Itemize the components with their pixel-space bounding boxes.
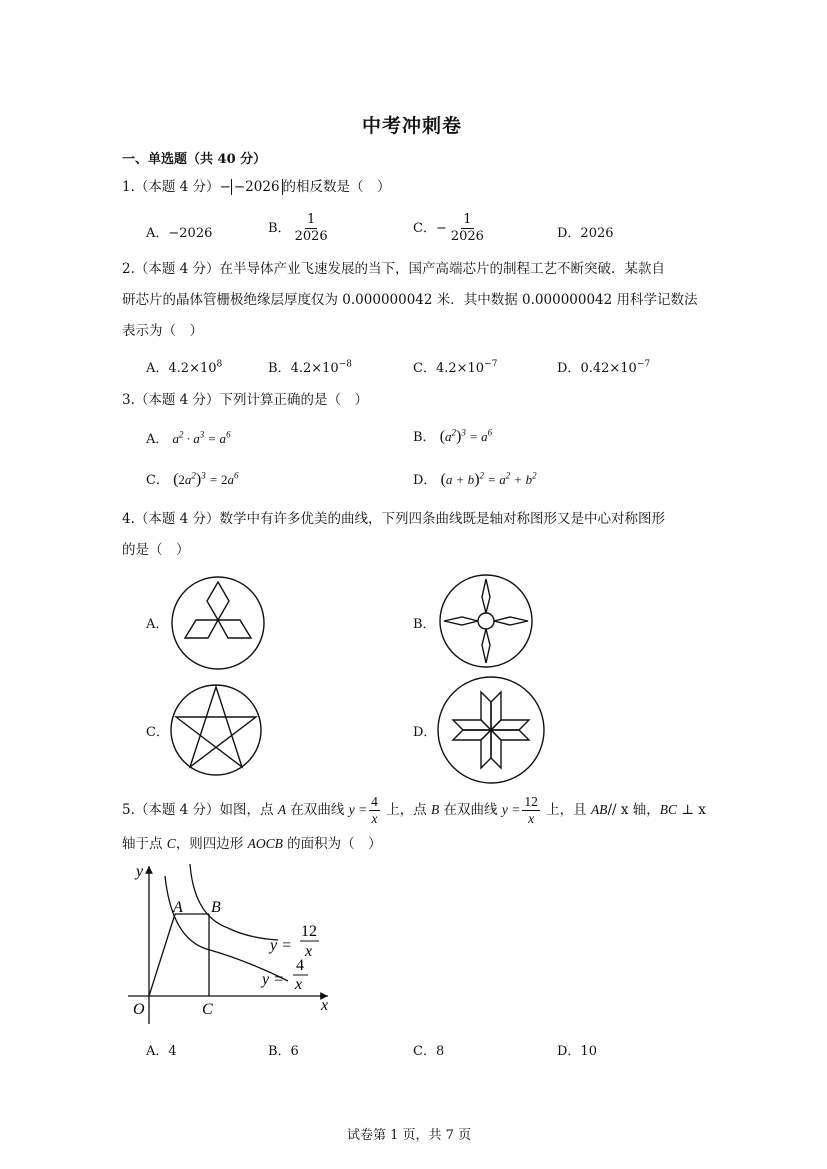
- q5-option-c: C．8: [413, 1044, 445, 1059]
- fraction-4-over-x: $\frac{4}{x}$: [371, 794, 378, 826]
- q4-option-a-label: A．: [146, 617, 169, 632]
- q4-figure-a: [168, 574, 268, 674]
- q3-option-d: D． $(a + b)^2 = a^2 + b^2$: [413, 470, 537, 488]
- q3-option-b: B． $(a^2)^3 = a^6$: [413, 427, 493, 445]
- question-4-line-1: 4.（本题 4 分）数学中有许多优美的曲线，下列四条曲线既是轴对称图形又是中心对称图形: [122, 511, 666, 527]
- origin-label: O: [133, 1001, 145, 1018]
- q2-option-d: D．$0.42\times 10^{-7}$: [557, 359, 651, 376]
- curve-12-numerator: 12: [301, 923, 317, 940]
- axis-y-label: y: [136, 863, 144, 880]
- q1-option-c: C．− $\frac{1}{2026}$: [413, 212, 484, 244]
- section-heading: 一、单选题（共 40 分）: [122, 152, 267, 167]
- q5-figure: [118, 856, 338, 1026]
- point-a-label: A: [173, 899, 183, 916]
- q4-option-d-label: D．: [413, 725, 437, 740]
- page-footer: 试卷第 1 页，共 7 页: [347, 1128, 472, 1143]
- question-5-line-2: 轴于点 C，则四边形 AOCB 的面积为（ ）: [122, 836, 382, 852]
- curve-4-denominator: x: [295, 976, 303, 993]
- curve-4-label: y =: [262, 971, 284, 988]
- question-3-stem: 3.（本题 4 分）下列计算正确的是（ ）: [122, 392, 369, 408]
- absolute-value: −2026: [231, 179, 283, 195]
- q4-figure-d: [436, 675, 548, 787]
- q2-option-b: B．$4.2\times 10^{-8}$: [268, 359, 352, 376]
- curve-12-denominator: x: [305, 943, 313, 960]
- q3-option-c: C． $(2a^2)^3 = 2a^6$: [146, 470, 239, 488]
- question-4-line-2: 的是（ ）: [122, 542, 190, 558]
- q5-option-a: A．4: [146, 1044, 177, 1059]
- q4-option-c-label: C．: [146, 725, 169, 740]
- q3-option-a: A． $a^2 \cdot a^3 = a^6$: [146, 429, 231, 447]
- q5-option-d: D．10: [557, 1044, 597, 1059]
- point-b-label: B: [211, 899, 221, 916]
- q2-option-a: A．$4.2\times 10^8$: [146, 359, 223, 376]
- q1-option-d: D．2026: [557, 226, 614, 241]
- page-title: 中考冲刺卷: [362, 115, 463, 137]
- q4-option-b-label: B．: [413, 617, 436, 632]
- question-1-stem: 1.（本题 4 分）− −2026 的相反数是（ ）: [122, 179, 391, 195]
- q4-figure-b: [435, 572, 537, 672]
- q1-option-b: B． $\frac{1}{2026}$: [268, 212, 328, 244]
- question-5-line-1: 5.（本题 4 分）如图，点 A 在双曲线 y = $\frac{4}{x}$ 上，点 B 在双曲线 y = $\frac{12}{x}$ 上，且 AB// x 轴，BC ⊥ x: [122, 794, 706, 826]
- q2-option-c: C．$4.2\times 10^{-7}$: [413, 359, 498, 376]
- question-2-line-3: 表示为（ ）: [122, 323, 203, 339]
- axis-x-label: x: [321, 997, 329, 1014]
- curve-4-numerator: 4: [296, 957, 304, 974]
- question-2-line-2: 研芯片的晶体管栅极绝缘层厚度仅为 0.000000042 米．其中数据 0.000000042 用科学记数法: [122, 292, 698, 308]
- point-c-label: C: [202, 1001, 213, 1018]
- q1-option-a: A．−2026: [146, 226, 213, 241]
- q5-option-b: B．6: [268, 1044, 299, 1059]
- curve-12-label: y =: [270, 937, 292, 954]
- fraction-12-over-x: $\frac{12}{x}$: [524, 794, 538, 826]
- question-2-line-1: 2.（本题 4 分）在半导体产业飞速发展的当下，国产高端芯片的制程工艺不断突破．某款自: [122, 261, 666, 277]
- q4-figure-c: [168, 683, 268, 781]
